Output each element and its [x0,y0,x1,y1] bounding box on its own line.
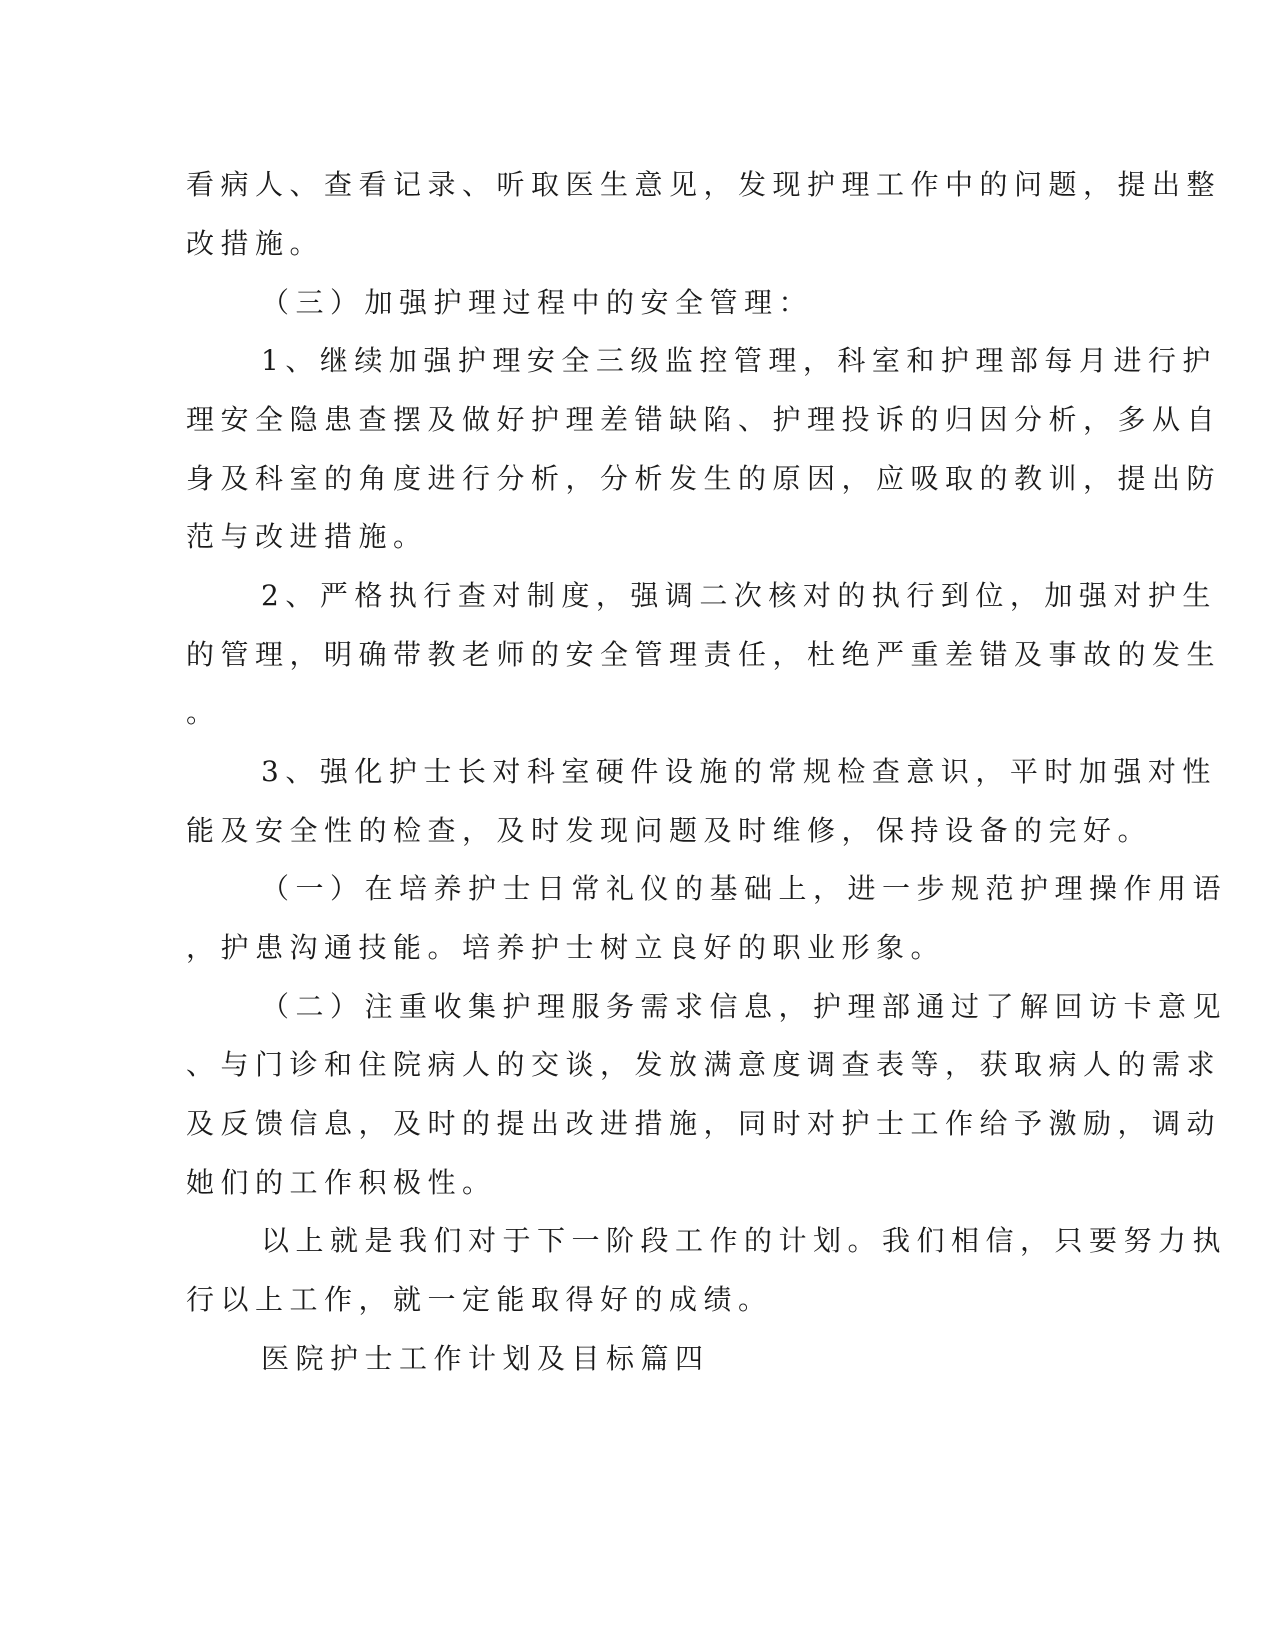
text-line: 、与门诊和住院病人的交谈，发放满意度调查表等，获取病人的需求 [186,1048,1222,1081]
text-line: 2、严格执行查对制度，强调二次核对的执行到位，加强对护生 [261,579,1217,612]
text-line: 能及安全性的检查，及时发现问题及时维修，保持设备的完好。 [186,814,1153,847]
text-line: 改措施。 [186,227,325,260]
text-line: 3、强化护士长对科室硬件设施的常规检查意识，平时加强对性 [261,755,1217,788]
text-line: 以上就是我们对于下一阶段工作的计划。我们相信，只要努力执 [261,1224,1228,1257]
section-title: 医院护士工作计划及目标篇四 [261,1342,710,1375]
text-line: （一）在培养护士日常礼仪的基础上，进一步规范护理操作用语 [261,872,1228,905]
text-line: 看病人、查看记录、听取医生意见，发现护理工作中的问题，提出整 [186,168,1222,201]
text-line: 。 [186,696,221,729]
text-line: 的管理，明确带教老师的安全管理责任，杜绝严重差错及事故的发生 [186,638,1222,671]
section-heading: （三）加强护理过程中的安全管理： [261,286,814,319]
text-line: ，护患沟通技能。培养护士树立良好的职业形象。 [186,931,946,964]
text-line: 及反馈信息，及时的提出改进措施，同时对护士工作给予激励，调动 [186,1107,1222,1140]
text-line: 身及科室的角度进行分析，分析发生的原因，应吸取的教训，提出防 [186,462,1222,495]
text-line: 理安全隐患查摆及做好护理差错缺陷、护理投诉的归因分析，多从自 [186,403,1222,436]
text-line: 行以上工作，就一定能取得好的成绩。 [186,1283,773,1316]
text-line: 她们的工作积极性。 [186,1166,497,1199]
text-line: 1、继续加强护理安全三级监控管理，科室和护理部每月进行护 [261,344,1217,377]
text-line: 范与改进措施。 [186,520,428,553]
text-line: （二）注重收集护理服务需求信息，护理部通过了解回访卡意见 [261,990,1228,1023]
